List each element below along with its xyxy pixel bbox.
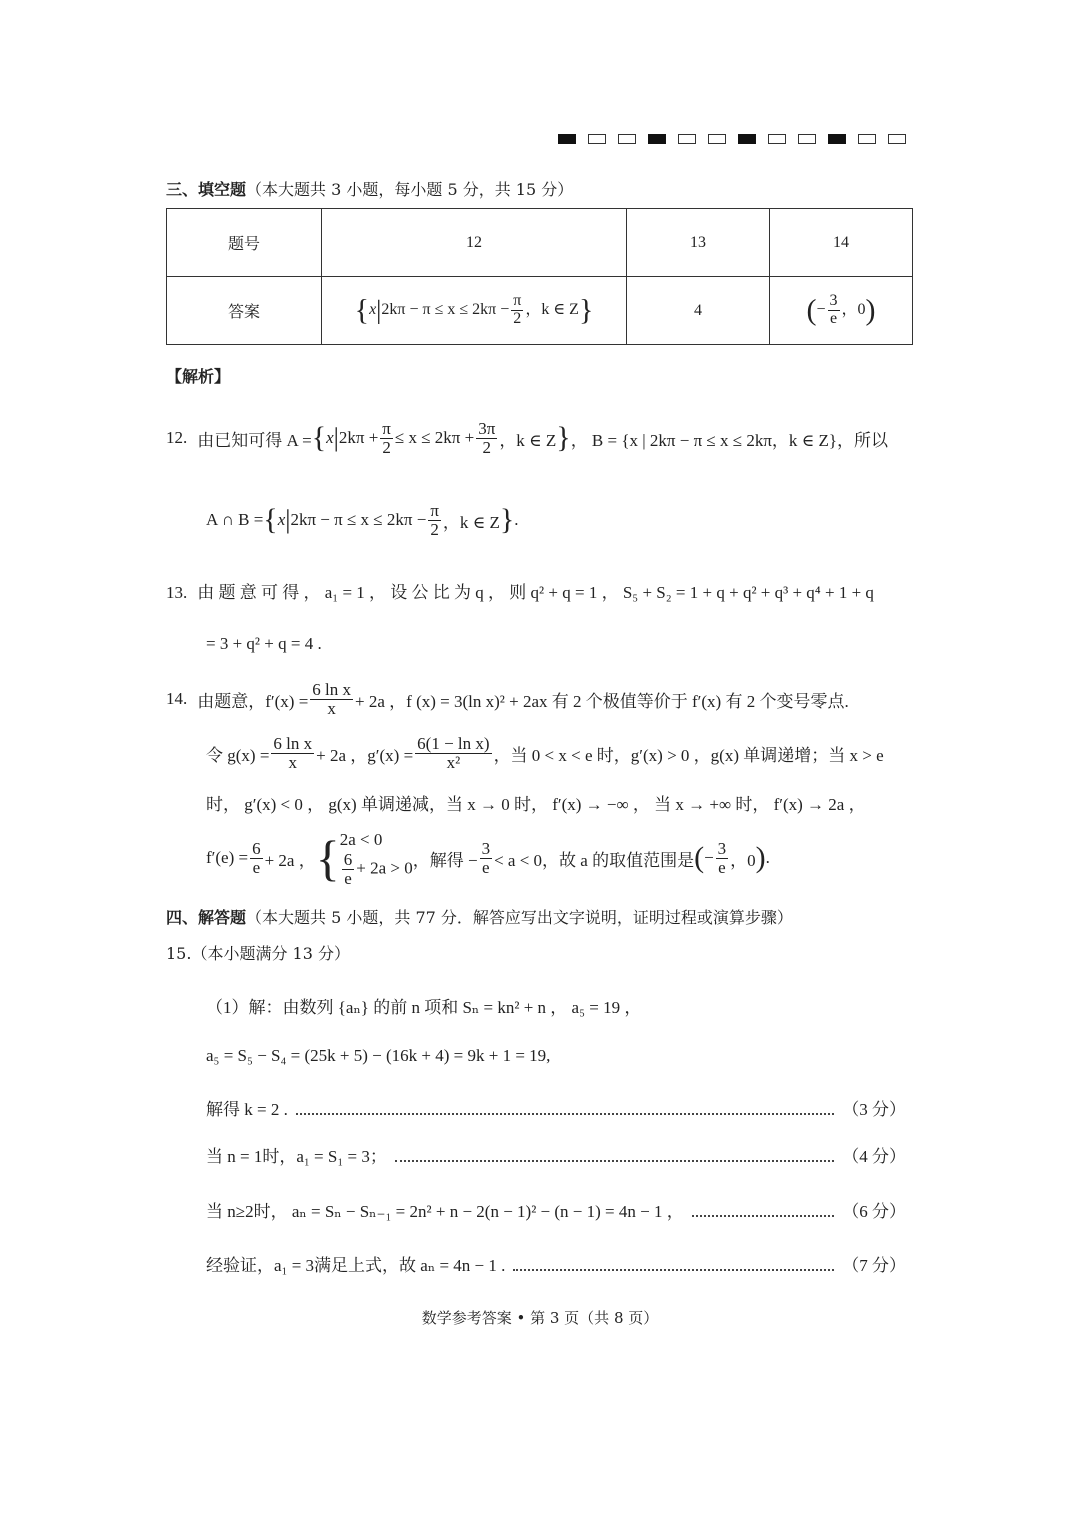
q13-number: 13 — [627, 209, 770, 277]
mark-filled — [828, 134, 846, 144]
table-answer-row — [167, 277, 913, 345]
mark-filled — [738, 134, 756, 144]
score-7: （7 分） — [842, 1256, 906, 1275]
p15-heading: 15.（本小题满分 13 分） — [166, 944, 350, 963]
p12-line2: A ∩ B = { x | 2kπ − π ≤ x ≤ 2kπ − $\frac{\pi}{2}$ ，k ∈ Z } . — [206, 500, 519, 539]
p13-line2: = 3 + q² + q = 4 . — [206, 634, 322, 653]
q12-number: 12 — [322, 209, 627, 277]
section3-heading — [166, 177, 573, 200]
section4-note: （本大题共 5 小题，共 77 分．解答应写出文字说明，证明过程或演算步骤） — [246, 908, 793, 927]
mark-empty — [708, 134, 726, 144]
mark-empty — [588, 134, 606, 144]
mark-empty — [678, 134, 696, 144]
mark-filled — [558, 134, 576, 144]
section4-heading — [166, 905, 793, 928]
p15-line4: 当 n = 1时，a₁ = S₁ = 3； （4 分） — [206, 1142, 906, 1167]
p12-line1: 12. 由已知可得 A = { x | 2kπ + $\frac{\pi}{2}$ ≤ x ≤ 2kπ + $\frac{3\pi}{2}$ ，k ∈ Z } ， B = {x | 2kπ − π ≤ x ≤ 2kπ，k ∈ Z}，所以 — [166, 418, 889, 457]
mark-empty — [798, 134, 816, 144]
p14-line4: f′(e) = $\frac{6}{e}$ + 2a ， { 2a < 0 $\frac{6}{e}$ + 2a > 0 ，解得 − $\frac{3}{e}$ < a < 0，故 a 的取值范围是 ( − $\frac{3}{e}$ ，0 ) . — [206, 829, 770, 888]
score-6: （6 分） — [842, 1202, 906, 1221]
mark-empty — [858, 134, 876, 144]
mark-filled — [648, 134, 666, 144]
mark-empty — [888, 134, 906, 144]
section3-note: （本大题共 3 小题，每小题 5 分，共 15 分） — [246, 180, 574, 199]
p13-line1: 13. 由 题 意 可 得 ， a₁ = 1 ， 设 公 比 为 q ， 则 q² + q = 1 ， S₅ + S₂ = 1 + q + q² + q³ + q⁴ + 1 + q — [166, 583, 874, 602]
p14-line3: 时， g′(x) < 0 ， g(x) 单调递减，当 x → 0 时， f′(x) → −∞ ， 当 x → +∞ 时， f′(x) → 2a ， — [206, 795, 866, 814]
answer-14: (− $\frac{3}{e}$ ，0) — [770, 277, 913, 345]
dot-leader — [395, 1160, 834, 1162]
header-label: 题号 — [167, 209, 322, 277]
page-registration-marks — [558, 134, 906, 148]
p14-number: 14. — [166, 689, 188, 708]
p12-number: 12. — [166, 428, 188, 447]
dot-leader — [692, 1215, 835, 1217]
p14-line1: 14. 由题意，f′(x) = $\frac{\text{6 ln x}}{x}$ + 2a ，f (x) = 3(ln x)² + 2ax 有 2 个极值等价于 f′(x) 有 2 个变号零点. — [166, 679, 849, 718]
p15-line6: 经验证，a₁ = 3满足上式，故 aₙ = 4n − 1 . （7 分） — [206, 1251, 906, 1276]
page-footer: 数学参考答案 • 第 3 页（共 8 页） — [421, 1309, 659, 1327]
analysis-label: 【解析】 — [166, 367, 231, 386]
p15-line3: 解得 k = 2 . （3 分） — [206, 1095, 906, 1120]
p14-inequality-system: 2a < 0 $\frac{6}{e}$ + 2a > 0 — [339, 829, 413, 888]
section3-title: 三、填空题 — [166, 180, 247, 199]
q14-number: 14 — [770, 209, 913, 277]
mark-empty — [618, 134, 636, 144]
dot-leader — [513, 1269, 834, 1271]
section4-title: 四、解答题 — [166, 908, 247, 927]
p13-number: 13. — [166, 583, 188, 602]
p15-line1: （1）解：由数列 {aₙ} 的前 n 项和 Sₙ = kn² + n ， a₅ = 19 ， — [206, 998, 642, 1017]
p14-line2: 令 g(x) = $\frac{\text{6 ln x}}{x}$ + 2a ，g′(x) = $\frac{\text{6(1 − ln x)}}{\text{x²}}$ ，当 0 < x < e 时，g′(x) > 0 ，g(x) 单调递增；当 x > e — [206, 733, 884, 772]
answer-13: 4 — [627, 277, 770, 345]
answer-table — [166, 208, 913, 345]
table-header-row — [167, 209, 913, 277]
p15-line5: 当 n≥2时， aₙ = Sₙ − Sₙ₋₁ = 2n² + n − 2(n − 1)² − (n − 1) = 4n − 1 ， （6 分） — [206, 1197, 906, 1222]
dot-leader — [296, 1113, 834, 1115]
score-3: （3 分） — [842, 1100, 906, 1119]
p15-line2: a₅ = S₅ − S₄ = (25k + 5) − (16k + 4) = 9k + 1 = 19, — [206, 1046, 551, 1065]
mark-empty — [768, 134, 786, 144]
answer-12: {x|2kπ − π ≤ x ≤ 2kπ − $\frac{\pi}{2}$ ，k ∈ Z} — [322, 277, 627, 345]
score-4: （4 分） — [842, 1147, 906, 1166]
answer-label: 答案 — [167, 277, 322, 345]
